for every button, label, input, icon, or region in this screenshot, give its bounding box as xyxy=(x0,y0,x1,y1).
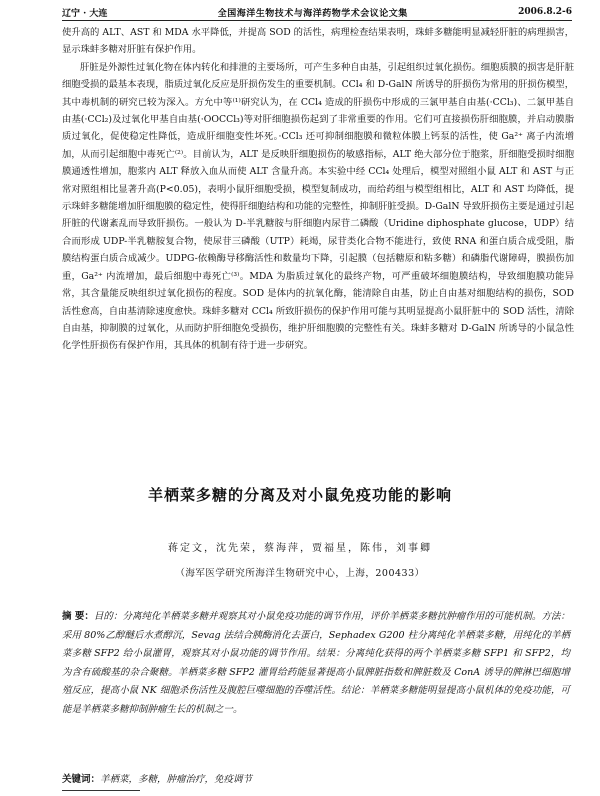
keywords-text: 羊栖菜，多糖，肿瘤治疗，免疫调节 xyxy=(100,774,253,785)
header-date: 2006.8.2-6 xyxy=(518,7,572,17)
body-paragraph: 使升高的 ALT、AST 和 MDA 水平降低，并提高 SOD 的活性，病理检查结果表明，珠蚌多糖能明显减轻肝脏的病理损害，显示珠蚌多糖对肝脏有保护作用。 xyxy=(62,27,574,56)
abstract-text: 目的：分离纯化羊栖菜多糖并观察其对小鼠免疫功能的调节作用，评价羊栖菜多糖抗肿瘤作用的可能机制。方法：采用 80%乙醇醚后水煮醇沉，Sevag 法结合胰酶消化去蛋白，Sephadex G200 柱分离纯化羊栖菜多糖，用纯化的羊栖菜多糖 SFP2 给小鼠灌胃，观察其对小鼠功能的调节作用。结果：分离纯化获得的两个羊栖菜多糖 SFP1 和 SFP2，均为含有硫酸基的杂合聚糖。羊栖菜多糖 SFP2 灌胃给药能显著提高小鼠脾脏指数和脾脏数及 ConA 诱导的脾淋巴细胞增殖反应，提高小鼠 NK 细胞杀伤活性及腹腔巨噬细胞的吞噬活性。结论：羊栖菜多糖能明显提高小鼠机体的免疫功能，可能是羊栖菜多糖抑制肿瘤生长的机制之一。 xyxy=(62,611,570,715)
running-header xyxy=(62,4,572,21)
article-authors: 蒋定文，沈先荣，蔡海萍，贾福星，陈伟，刘事卿 xyxy=(168,543,432,554)
body-paragraph: 肝脏是外源性过氧化物在体内转化和排泄的主要场所，可产生多种自由基，引起组织过氧化损伤。细胞质膜的损害是肝脏细胞受损的最基本表现，脂质过氧化反应是肝损伤发生的重要机制。CCl₄ 和 D-GalN 所诱导的肝损伤为常用的肝损伤模型，其中毒机制的研究已较为深入。方允中等⁽¹⁾研究认为，在 CCl₄ 造成的肝损伤中形成的三氯甲基自由基(·CCl₃)、二氯甲基自由基(·CCl₂)及过氧化甲基自由基(·OOCCl₃)等对肝细胞损伤起到了非常重要的作用。它们可直接损伤肝细胞膜，并启动膜脂质过氧化，促使稳定性降低，造成肝细胞变性坏死。·CCl₃ 还可抑制细胞膜和微粒体膜上钙泵的活性，使 Ga²⁺ 离子内流增加，从而引起细胞中毒死亡⁽²⁾。目前认为，ALT 是反映肝细胞损伤的敏感指标，ALT 绝大部分位于胞浆，肝细胞受损时细胞膜通透性增加，胞浆内 ALT 释放入血从而使 ALT 含量升高。本实验中经 CCl₄ 处理后，模型对照组小鼠 ALT 和 AST 与正常对照组相比显著升高(P<0.05)，表明小鼠肝细胞受损，模型复制成功，而给药组与模型组相比，ALT 和 AST 均降低，提示珠蚌多糖能增加肝细胞膜的稳定性，使得肝细胞结构和功能的完整性，抑制肝脏受损。D-GalN 导致肝损伤主要是通过引起肝脏的代谢紊乱而导致肝损伤。一般认为 D-半乳糖胺与肝细胞内尿苷二磷酸（Uridine diphosphate glucose，UDP）结合而形成 UDP-半乳糖胺复合物，使尿苷三磷酸（UTP）耗竭，尿苷类化合物不能进行，致使 RNA 和蛋白质合成受阻，脂膜结构蛋白质合成减少。UDPG-依赖酶导移酶活性和数量均下降，引起膜（包括糖原和粘多糖）和磷脂代谢障碍，膜损伤加重，Ga²⁺ 内流增加，最后细胞中毒死亡⁽³⁾。MDA 为脂质过氧化的最终产物，可严重破坏细胞膜结构，导致细胞膜功能异常，其含量能反映组织过氧化损伤的程度。SOD 是体内的抗氧化酶，能清除自由基，防止自由基对细胞结构的损伤，SOD 活性愈高，自由基清除速度愈快。珠蚌多糖对 CCl₄ 所致肝损伤的保护作用可能与其明显提高小鼠肝脏中的 SOD 活性，清除自由基，抑制膜的过氧化，从而防护肝细胞免受损伤，维护肝细胞膜的完整性有关。珠蚌多糖对 D-GalN 所诱导的小鼠急性化学性肝损伤有保护作用，其具体的机制有待于进一步研究。 xyxy=(62,61,574,352)
keywords xyxy=(62,771,570,785)
keywords-label: 关键词： xyxy=(62,774,101,785)
article-affiliation: （海军医学研究所海洋生物研究中心，上海，200433） xyxy=(175,568,425,579)
footnote-rule xyxy=(62,790,140,791)
article-title: 羊栖菜多糖的分离及对小鼠免疫功能的影响 xyxy=(147,486,452,504)
header-location: 辽宁 · 大连 xyxy=(62,8,108,19)
header-proceedings-title: 全国海洋生物技术与海洋药物学术会议论文集 xyxy=(217,8,408,19)
previous-article-text xyxy=(62,24,574,355)
abstract xyxy=(62,608,570,719)
abstract-label: 摘 要： xyxy=(62,611,94,622)
